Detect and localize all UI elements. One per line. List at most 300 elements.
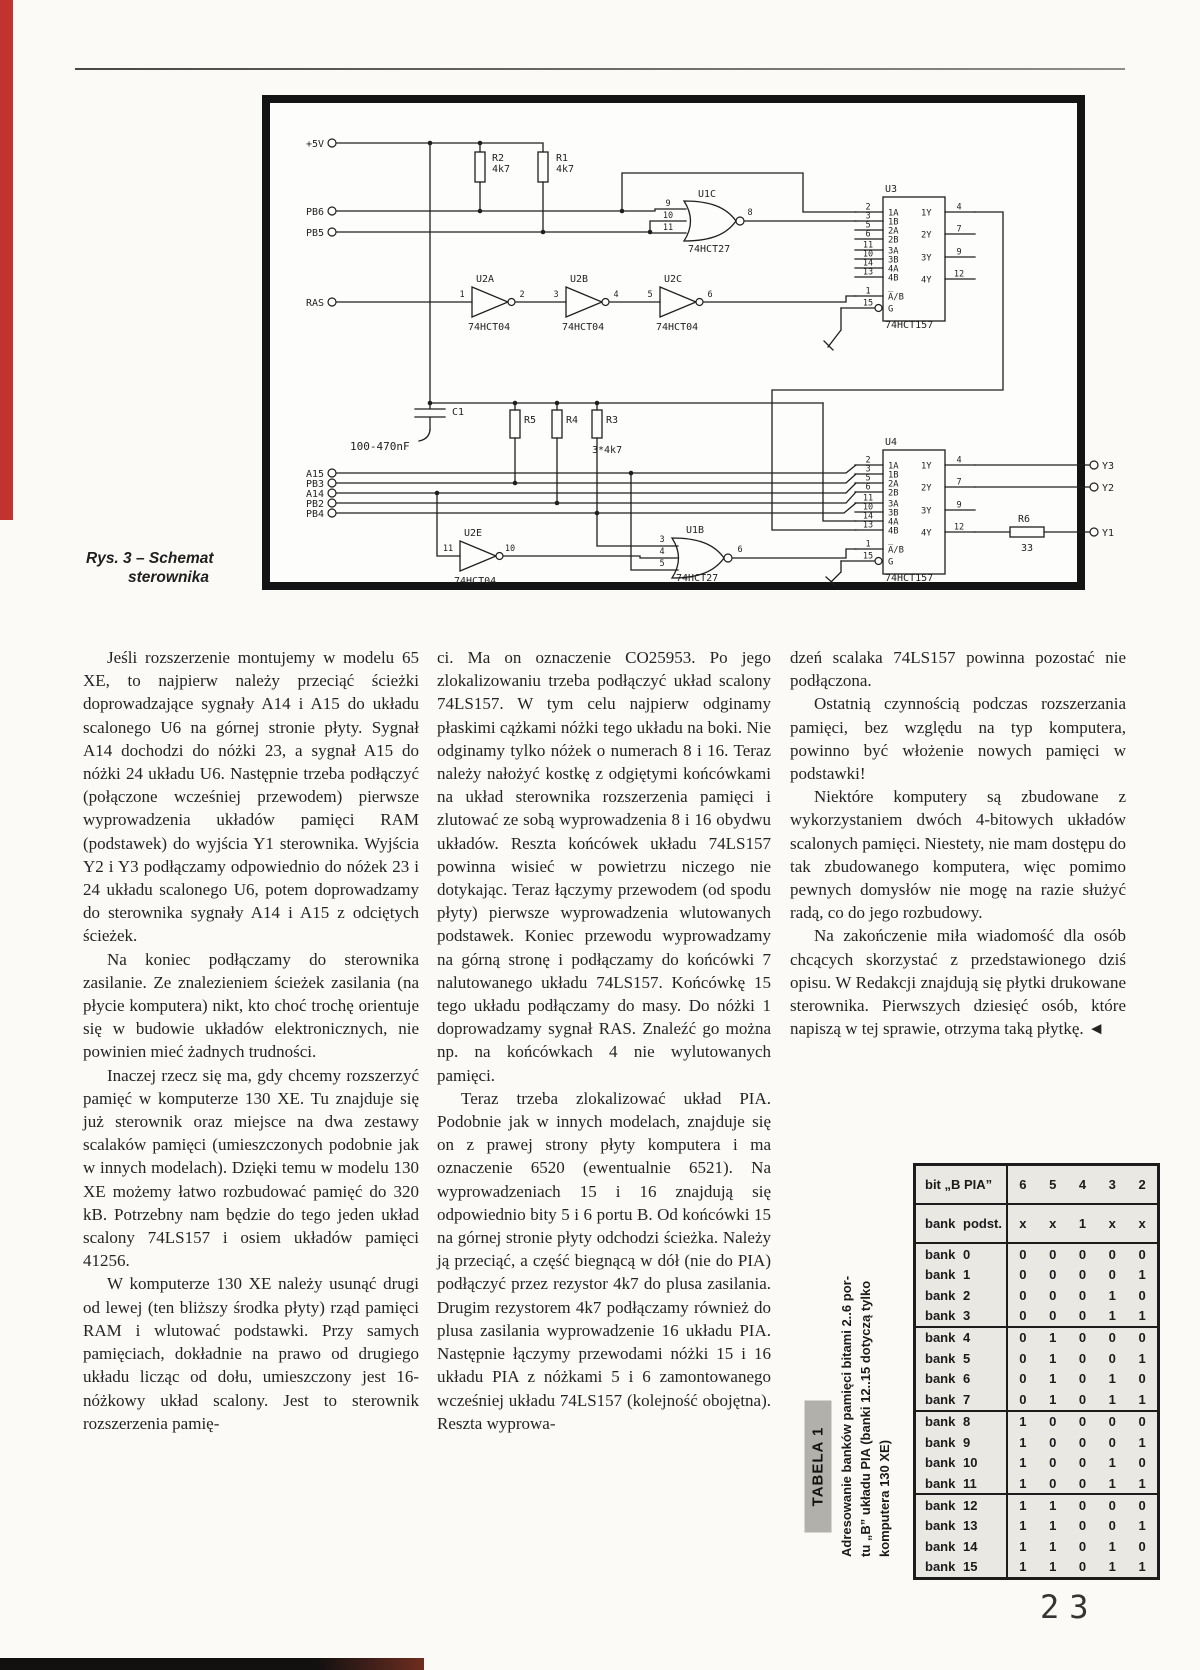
net-label-y1: Y1 [1102, 528, 1115, 539]
figure-caption-line2: sterownika [128, 569, 209, 586]
pin-label: 1Y [921, 461, 932, 472]
pin-label: 1Y [921, 208, 932, 219]
bank-index: 15 [963, 1559, 978, 1575]
c1-value: 100-470nF [350, 440, 410, 453]
base-bit: x [1019, 1216, 1027, 1231]
article-paragraph: Ostatnią czynnością podczas rozszerzania pamięci, bez względu na typ komputera, powinno być włożenie nowych pamięci w podstawki! [790, 694, 1126, 784]
mux-part: 74HCT157 [885, 320, 934, 331]
pin-label: 4Y [921, 528, 932, 539]
net-label-y2: Y2 [1102, 483, 1115, 494]
r6-value: 33 [1021, 543, 1034, 554]
bank-word: bank [925, 1475, 956, 1491]
bank-label [916, 1348, 1008, 1368]
bank-index: 1 [963, 1267, 971, 1283]
bank-label [916, 1389, 1008, 1409]
pin-label: 2B [888, 488, 899, 499]
bank-bits [1008, 1244, 1157, 1264]
bank-word: bank [925, 1391, 956, 1407]
pin-label: 1A [888, 208, 899, 219]
pin-label: 2Y [921, 230, 932, 241]
bank-bit: 0 [1078, 1308, 1087, 1324]
u1b-ref: U1B [686, 525, 705, 536]
net-label-pb6: PB6 [305, 207, 324, 218]
bank-index: 3 [963, 1308, 971, 1324]
u1c-ref: U1C [698, 189, 717, 200]
base-row-label [916, 1205, 1008, 1242]
bank-bit: 1 [1049, 1330, 1057, 1346]
bank-bit: 1 [1019, 1538, 1027, 1554]
figure-caption [86, 549, 214, 587]
bank-index: 11 [963, 1475, 977, 1491]
u2b-ref: U2B [570, 274, 589, 285]
pin-number: 11 [862, 493, 874, 504]
pin-label: 4B [888, 526, 899, 537]
u2e-pin10: 10 [504, 544, 516, 554]
net-label-vcc: +5V [305, 139, 324, 150]
pin-number: 4 [956, 455, 962, 466]
bank-bit: 0 [1138, 1455, 1146, 1471]
c1-ref: C1 [452, 407, 465, 418]
table-row [916, 1557, 1157, 1577]
u2b-bubble [602, 299, 609, 306]
table-row [916, 1516, 1157, 1536]
bank-index: 13 [963, 1518, 978, 1534]
bank-bits [1008, 1305, 1157, 1325]
bank-index: 7 [963, 1391, 971, 1407]
u2e-part: 74HCT04 [454, 576, 497, 587]
u1b-pin4: 4 [659, 547, 665, 557]
base-bit: 1 [1078, 1216, 1087, 1231]
table-row [916, 1536, 1157, 1556]
pin-label: 1A [888, 461, 899, 472]
bank-bit: 0 [1108, 1497, 1116, 1513]
article-paragraph: Na zakończenie miła wiadomość dla osób chcących skorzystać z przedstawionego dziś opisu. W Redakcji znajdują się płytki drukowane sterownika. Pierwszych dziesięć osób, które napiszą w tej sprawie, otrzyma taką płytkę. ◄ [790, 926, 1126, 1039]
header-bit: 3 [1108, 1177, 1116, 1192]
table-row [916, 1473, 1157, 1493]
bank-bit: 1 [1138, 1559, 1146, 1575]
bank-label [916, 1452, 1008, 1472]
bank-bits [1008, 1369, 1157, 1389]
bank-label [916, 1264, 1008, 1284]
bank-bit: 0 [1019, 1246, 1027, 1262]
pin-number: 13 [862, 267, 874, 278]
bank-bits [1008, 1264, 1157, 1284]
table-title: TABELA 1 [805, 1401, 832, 1533]
bank-label [916, 1536, 1008, 1556]
article-paragraph: Niektóre komputery są zbudowane z wykorzystaniem dwóch 4-bitowych układów scalonych pamięci. Niestety, nie mam dostępu do tak zbudowanego komputera, więc pomimo pewnych domysłów nie mogę na razie służyć radą, co do jego rozbudowy. [790, 787, 1126, 923]
u1b-pin6: 6 [737, 545, 743, 555]
bank-bit: 1 [1019, 1414, 1027, 1430]
bank-bit: 0 [1138, 1538, 1146, 1554]
bank-word: bank [925, 1518, 956, 1534]
mux-ref: U3 [885, 184, 898, 195]
bank-bits [1008, 1516, 1157, 1536]
u1c-pin11: 11 [662, 223, 674, 233]
table-row [916, 1326, 1157, 1348]
bank-bit: 0 [1078, 1497, 1087, 1513]
pin-number: 3 [865, 211, 871, 222]
bank-bit: 0 [1108, 1414, 1116, 1430]
bank-bit: 1 [1138, 1267, 1146, 1283]
bank-bit: 1 [1108, 1455, 1116, 1471]
bank-bit: 1 [1049, 1350, 1057, 1366]
enable-bubble [875, 305, 882, 312]
bank-bit: 0 [1078, 1414, 1087, 1430]
bank-bit: 1 [1138, 1391, 1146, 1407]
bank-bit: 0 [1078, 1559, 1087, 1575]
bank-bits [1008, 1473, 1157, 1493]
header-bit: 6 [1019, 1177, 1027, 1192]
pin-label: 2B [888, 235, 899, 246]
table-header-label: bit „B PIA” [916, 1166, 1008, 1203]
u2b-pin3: 3 [553, 290, 559, 300]
circuit-schematic [262, 95, 1115, 590]
net-label-a15: A15 [305, 469, 324, 480]
bank-bit: 0 [1078, 1538, 1087, 1554]
bank-bits [1008, 1432, 1157, 1452]
bank-bits [1008, 1328, 1157, 1348]
bank-bit: 0 [1019, 1391, 1027, 1407]
article-column-2 [437, 646, 771, 1435]
table-row [916, 1410, 1157, 1432]
pin-label: 1B [888, 217, 899, 228]
bank-bits [1008, 1285, 1157, 1305]
base-bit: x [1138, 1216, 1146, 1231]
bank-bit: 1 [1019, 1434, 1027, 1450]
bank-bit: 0 [1049, 1414, 1057, 1430]
article-paragraph: Inaczej rzecz się ma, gdy chcemy rozszerzyć pamięć w komputerze 130 XE. Tu znajduje się już sterownik oraz miejsce na dwa zestawy scalaków pamięci (umieszczonych podobnie jak w innych modelach). Dzięki temu w modelu 130 XE możemy łatwo rozbudować pamięć do 320 kB. Potrzebny nam będzie do tego jeden układ scalony 74LS157 i osiem układów pamięci 41256. [83, 1065, 419, 1271]
table-row [916, 1369, 1157, 1389]
bank-label [916, 1305, 1008, 1325]
bank-label [916, 1473, 1008, 1493]
bank-bit: 0 [1108, 1350, 1116, 1366]
bank-bits [1008, 1495, 1157, 1515]
bank-index: 6 [963, 1371, 971, 1387]
bank-bit: 0 [1108, 1518, 1116, 1534]
u1c-pin9: 9 [665, 199, 671, 209]
pin-label: 2Y [921, 483, 932, 494]
bank-bit: 1 [1108, 1475, 1116, 1491]
bank-label [916, 1328, 1008, 1348]
bank-bit: 0 [1049, 1434, 1057, 1450]
pin-label: 1B [888, 470, 899, 481]
table-caption-line2: tu „B” układu PIA (banki 12..15 dotyczą tylko [858, 1280, 873, 1557]
bank-index: 14 [963, 1538, 978, 1554]
u1c-pin8: 8 [747, 208, 753, 218]
r5-ref: R5 [524, 415, 537, 426]
bank-bit: 0 [1138, 1497, 1146, 1513]
pin-number: 10 [862, 249, 874, 260]
net-label-pb2: PB2 [305, 499, 324, 510]
bank-label [916, 1557, 1008, 1577]
u1c-bubble [736, 217, 744, 225]
r6-ref: R6 [1018, 514, 1031, 525]
bank-bit: 0 [1078, 1391, 1087, 1407]
bank-bits [1008, 1348, 1157, 1368]
bank-bit: 0 [1078, 1246, 1087, 1262]
bank-bit: 1 [1019, 1518, 1027, 1534]
pin-number: 6 [865, 229, 871, 240]
r4-ref: R4 [566, 415, 579, 426]
pin-number: 12 [953, 269, 965, 280]
u1c-part: 74HCT27 [688, 244, 731, 255]
pin-number: 5 [865, 473, 871, 484]
bank-bit: 0 [1138, 1330, 1146, 1346]
select-pin-label: A̅/B [888, 545, 904, 556]
pin-number: 2 [865, 202, 871, 213]
table-row [916, 1452, 1157, 1472]
enable-pin-label: G [888, 304, 894, 315]
bank-bit: 0 [1078, 1371, 1087, 1387]
pin-label: 3B [888, 255, 899, 266]
bank-label [916, 1412, 1008, 1432]
bank-bit: 1 [1049, 1518, 1057, 1534]
bank-bit: 0 [1108, 1246, 1116, 1262]
bank-index: 4 [963, 1330, 971, 1346]
table-row [916, 1432, 1157, 1452]
header-bit: 5 [1049, 1177, 1057, 1192]
bank-bits [1008, 1389, 1157, 1409]
bank-bit: 1 [1108, 1538, 1116, 1554]
bank-bit: 1 [1138, 1308, 1146, 1324]
table-base-row [916, 1205, 1157, 1244]
bank-bit: 1 [1049, 1391, 1057, 1407]
table-row [916, 1264, 1157, 1284]
net-label-pb4: PB4 [305, 509, 324, 520]
pin-label: 4A [888, 264, 899, 275]
r1-value: 4k7 [556, 164, 575, 175]
base-row-word: bank [925, 1216, 956, 1231]
u2b-part: 74HCT04 [562, 322, 605, 333]
bank-bit: 0 [1049, 1308, 1057, 1324]
base-bit: x [1108, 1216, 1116, 1231]
pin-number: 11 [862, 240, 874, 251]
bank-bit: 1 [1049, 1559, 1057, 1575]
bank-bit: 0 [1019, 1330, 1027, 1346]
pin-number: 1 [865, 286, 871, 297]
u2c-bubble [696, 299, 703, 306]
bank-bit: 0 [1108, 1330, 1116, 1346]
r1-ref: R1 [556, 153, 569, 164]
article-paragraph: dzeń scalaka 74LS157 powinna pozostać nie podłączona. [790, 648, 1126, 691]
bank-word: bank [925, 1330, 956, 1346]
header-bit: 2 [1138, 1177, 1146, 1192]
bank-label [916, 1285, 1008, 1305]
table-row [916, 1389, 1157, 1409]
bank-bit: 0 [1078, 1287, 1087, 1303]
pin-number: 1 [865, 539, 871, 550]
pin-label: 4B [888, 273, 899, 284]
table-caption-line1: Adresowanie banków pamięci bitami 2..6 por- [839, 1275, 854, 1557]
table-header-row [916, 1166, 1157, 1205]
u2e-pin11: 11 [442, 544, 454, 554]
pin-number: 7 [956, 224, 962, 235]
pin-label: 3B [888, 508, 899, 519]
bank-bit: 0 [1049, 1475, 1057, 1491]
bank-bit: 0 [1078, 1434, 1087, 1450]
table-row [916, 1305, 1157, 1325]
figure-caption-line1: Rys. 3 – Schemat [86, 550, 214, 567]
header-bit: 4 [1078, 1177, 1087, 1192]
bank-word: bank [925, 1287, 956, 1303]
base-row-idx: podst. [963, 1216, 1002, 1231]
u2a-pin2: 2 [519, 290, 525, 300]
table-row [916, 1348, 1157, 1368]
pin-number: 6 [865, 482, 871, 493]
bank-label [916, 1495, 1008, 1515]
bank-address-table [913, 1163, 1160, 1580]
bank-bit: 1 [1108, 1287, 1116, 1303]
bank-label [916, 1516, 1008, 1536]
bank-word: bank [925, 1559, 956, 1575]
bank-bit: 1 [1108, 1371, 1116, 1387]
top-rule [75, 68, 1125, 70]
pin-number: 4 [956, 202, 962, 213]
bank-index: 10 [963, 1455, 978, 1471]
bank-bit: 1 [1049, 1497, 1057, 1513]
pin-number: 7 [956, 477, 962, 488]
table-rotated-caption [837, 1157, 895, 1557]
net-label-a14: A14 [305, 489, 324, 500]
bank-bits [1008, 1536, 1157, 1556]
pin-number: 12 [953, 522, 965, 533]
pin-number: 2 [865, 455, 871, 466]
bank-bit: 1 [1108, 1391, 1116, 1407]
u1b-pin5: 5 [659, 559, 665, 569]
u2c-pin5: 5 [647, 290, 653, 300]
bank-bit: 0 [1078, 1330, 1087, 1346]
enable-bubble [875, 558, 882, 565]
bank-index: 5 [963, 1350, 971, 1366]
bank-bit: 1 [1049, 1371, 1057, 1387]
bank-bit: 0 [1138, 1246, 1146, 1262]
pin-number: 10 [862, 502, 874, 513]
table-row [916, 1285, 1157, 1305]
bank-label [916, 1369, 1008, 1389]
pin-number: 9 [956, 500, 962, 511]
u2c-pin6: 6 [707, 290, 713, 300]
bank-bit: 1 [1049, 1538, 1057, 1554]
bank-word: bank [925, 1414, 956, 1430]
pin-label: 4Y [921, 275, 932, 286]
bank-bit: 0 [1019, 1350, 1027, 1366]
u1c-pin10: 10 [662, 211, 674, 221]
bank-word: bank [925, 1350, 956, 1366]
bank-bit: 0 [1019, 1267, 1027, 1283]
pin-label: 2A [888, 479, 899, 490]
bank-bit: 0 [1049, 1287, 1057, 1303]
net-label-pb5: PB5 [305, 228, 324, 239]
bank-index: 2 [963, 1287, 971, 1303]
bank-bit: 0 [1078, 1267, 1087, 1283]
u1b-bubble [724, 554, 732, 562]
bank-bit: 1 [1138, 1350, 1146, 1366]
bank-bit: 1 [1019, 1455, 1027, 1471]
bank-bit: 0 [1019, 1371, 1027, 1387]
u2b-pin4: 4 [613, 290, 619, 300]
r3-value: 3*4k7 [592, 445, 623, 456]
base-bit: x [1049, 1216, 1057, 1231]
net-label-ras: RAS [305, 298, 324, 309]
bank-bits [1008, 1557, 1157, 1577]
enable-pin-label: G [888, 557, 894, 568]
bank-bit: 0 [1138, 1414, 1146, 1430]
pin-label: 3Y [921, 506, 932, 517]
u1b-pin3: 3 [659, 535, 665, 545]
bank-bits [1008, 1452, 1157, 1472]
bank-word: bank [925, 1455, 956, 1471]
u2a-bubble [508, 299, 515, 306]
bank-word: bank [925, 1267, 956, 1283]
u2a-ref: U2A [476, 274, 495, 285]
bank-index: 12 [963, 1497, 978, 1513]
bank-word: bank [925, 1246, 956, 1262]
r3-ref: R3 [606, 415, 619, 426]
bank-bit: 0 [1138, 1371, 1146, 1387]
page-number: 23 [1040, 1588, 1099, 1626]
base-row-bits [1008, 1205, 1157, 1242]
section-color-bar [0, 0, 13, 520]
bank-bit: 0 [1019, 1308, 1027, 1324]
pin-label: 4A [888, 517, 899, 528]
bank-bit: 0 [1078, 1518, 1087, 1534]
u1b-part: 74HCT27 [676, 573, 719, 584]
bank-bit: 0 [1049, 1455, 1057, 1471]
bank-index: 8 [963, 1414, 971, 1430]
bank-bit: 1 [1108, 1308, 1116, 1324]
article-paragraph: Teraz trzeba zlokalizować układ PIA. Podobnie jak w innych modelach, znajduje się on z prawej strony płyty komputera i ma oznaczenie 6520 (ewentualnie 6521). Na wyprowadzeniach 15 i 16 znajdują się odpowiednio bity 5 i 6 portu B. Od końcówki 15 na górnej stronie płyty odchodzi ścieżka. Należy ją przeciąć, a część biegnącą w dół (nie do PIA) podłączyć przez rezystor 4k7 do plusa zasilania. Drugim rezystorem 4k7 podłączamy również do plusa zasilania wyprowadzenie 16 układu PIA. Następnie łączymy przewodami nóżki 15 i 16 układu PIA z nóżkami 5 i 6 zamontowanego wcześniej układu 74LS157 (kolejność obojętna). Reszta wyprowa- [437, 1088, 771, 1433]
bank-word: bank [925, 1538, 956, 1554]
net-label-y3: Y3 [1102, 461, 1115, 472]
u2e-bubble [496, 553, 503, 560]
bank-bit: 1 [1138, 1434, 1146, 1450]
bank-bit: 0 [1078, 1350, 1087, 1366]
pin-number: 9 [956, 247, 962, 258]
pin-number: 15 [862, 298, 874, 309]
article-paragraph: ci. Ma on oznaczenie CO25953. Po jego zlokalizowaniu trzeba podłączyć układ scalony 74LS157. W tym celu najpierw odginamy płaskimi cążkami nóżki tego układu na boki. Nie odginamy tylko nóżek o numerach 8 i 16. Teraz należy nałożyć kostkę z odgiętymi końcówkami na układ sterownika rozszerzenia pamięci i zlutować ze sobą wyprowadzenia 8 i 16 obydwu układów. Reszta końcówek układu 74LS157 powinna wisieć w powietrzu niczego nie dotykając. Teraz łączymy przewodem (od spodu płyty) pierwsze wyprowadzenia wlutowanych podstawek. Koniec przewodu wyprowadzamy na górną stronę i podłączamy do końcówki 7 nalutowanego układu 74LS157. Końcówkę 15 tego układu podłączamy do masy. Do nóżki 1 doprowadzamy sygnał RAS. Znaleźć go można np. na końcówkach 4 nie wylutowanych pamięci. [437, 648, 771, 1085]
pin-number: 5 [865, 220, 871, 231]
bank-bits [1008, 1412, 1157, 1432]
bank-bit: 1 [1019, 1497, 1027, 1513]
pin-label: 3A [888, 246, 899, 257]
mux-part: 74HCT157 [885, 573, 934, 584]
mux-ref: U4 [885, 437, 898, 448]
u2e-ref: U2E [464, 528, 483, 539]
pin-number: 13 [862, 520, 874, 531]
bank-bit: 0 [1019, 1287, 1027, 1303]
pin-label: 3Y [921, 253, 932, 264]
pin-number: 14 [862, 511, 874, 522]
u2c-part: 74HCT04 [656, 322, 699, 333]
article-paragraph: W komputerze 130 XE należy usunąć drugi od lewej (ten bliższy środka płyty) rząd pamięci RAM i wlutować podstawki. Przy samych pamięciach, dokładnie na prawo od drugiego układu licząc od dołu, umieszczony jest 16-nóżkowy układ scalony. Jest to sterownik rozszerzenia pamię- [83, 1274, 419, 1433]
u2a-pin1: 1 [459, 290, 465, 300]
bank-bit: 0 [1108, 1434, 1116, 1450]
bank-bit: 1 [1138, 1518, 1146, 1534]
bank-bit: 0 [1078, 1455, 1087, 1471]
pin-number: 14 [862, 258, 874, 269]
net-label-pb3: PB3 [305, 479, 324, 490]
bank-label [916, 1244, 1008, 1264]
u2a-part: 74HCT04 [468, 322, 511, 333]
bank-index: 0 [963, 1246, 971, 1262]
pin-label: 3A [888, 499, 899, 510]
bank-bit: 1 [1108, 1559, 1116, 1575]
bank-bit: 0 [1078, 1475, 1087, 1491]
article-column-3 [790, 646, 1126, 1040]
table-header-bits [1008, 1166, 1157, 1203]
bank-bit: 1 [1019, 1475, 1027, 1491]
bank-bit: 0 [1049, 1246, 1057, 1262]
